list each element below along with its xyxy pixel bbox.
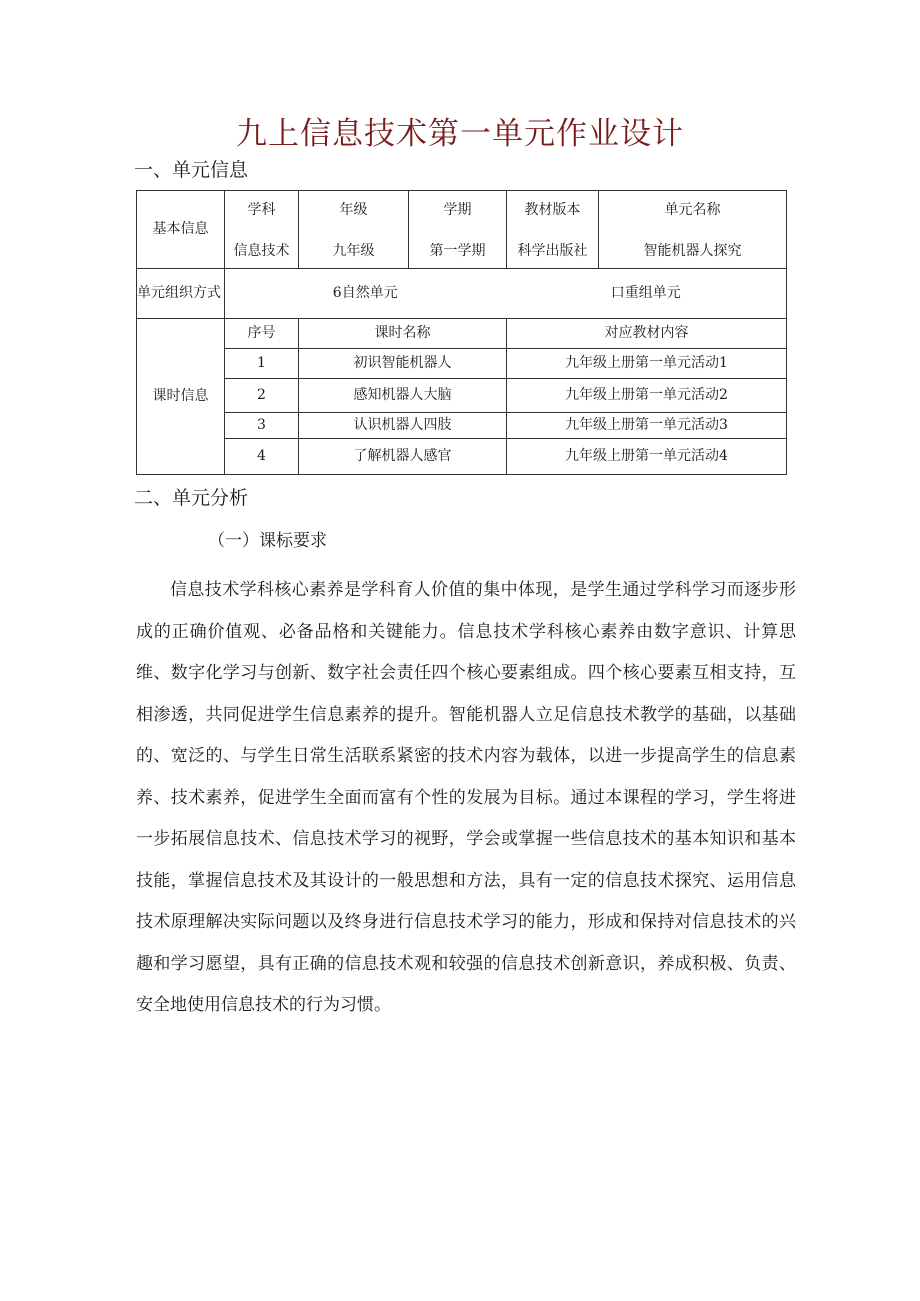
lesson-info-label: 课时信息 <box>137 319 225 475</box>
lesson-row: 1 初识智能机器人 九年级上册第一单元活动1 <box>137 349 787 379</box>
org-label: 单元组织方式 <box>137 269 225 319</box>
lesson-row: 3 认识机器人四肢 九年级上册第一单元活动3 <box>137 413 787 439</box>
field-semester: 学期 第一学期 <box>409 191 507 269</box>
org-natural: 6自然单元 <box>332 285 398 302</box>
field-textbook: 教材版本 科学出版社 <box>507 191 599 269</box>
org-options <box>225 269 787 319</box>
basic-info-row <box>137 191 787 269</box>
lesson-header-row <box>137 319 787 349</box>
lesson-row: 2 感知机器人大脑 九年级上册第一单元活动2 <box>137 379 787 413</box>
field-grade: 年级 九年级 <box>299 191 409 269</box>
section-heading-unit-analysis: 二、单元分析 <box>134 487 249 509</box>
org-row <box>137 269 787 319</box>
document-title: 九上信息技术第一单元作业设计 <box>236 116 684 152</box>
field-subject: 学科 信息技术 <box>225 191 299 269</box>
unit-info-table <box>136 190 787 475</box>
section-heading-unit-info: 一、单元信息 <box>134 159 249 181</box>
header-content: 对应教材内容 <box>507 319 787 349</box>
header-name: 课时名称 <box>299 319 507 349</box>
subsection-heading-curriculum: （一）课标要求 <box>208 531 327 551</box>
org-recombined: 口重组单元 <box>610 285 681 302</box>
basic-info-label: 基本信息 <box>137 191 225 269</box>
header-no: 序号 <box>225 319 299 349</box>
body-paragraph: 信息技术学科核心素养是学科育人价值的集中体现，是学生通过学科学习而逐步形成的正确价值观、必备品格和关键能力。信息技术学科核心素养由数字意识、计算思维、数字化学习与创新、数字社会责任四个核心要素组成。四个核心要素互相支持，互相渗透，共同促进学生信息素养的提升。智能机器人立足信息技术教学的基础，以基础的、宽泛的、与学生日常生活联系紧密的技术内容为载体，以进一步提高学生的信息素养、技术素养，促进学生全面而富有个性的发展为目标。通过本课程的学习，学生将进一步拓展信息技术、信息技术学习的视野，学会或掌握一些信息技术的基本知识和基本技能，掌握信息技术及其设计的一般思想和方法，具有一定的信息技术探究、运用信息技术原理解决实际问题以及终身进行信息技术学习的能力，形成和保持对信息技术的兴趣和学习愿望，具有正确的信息技术观和较强的信息技术创新意识，养成积极、负责、安全地使用信息技术的行为习惯。 <box>136 580 796 1015</box>
lesson-row: 4 了解机器人感官 九年级上册第一单元活动4 <box>137 439 787 475</box>
field-unit-name: 单元名称 智能机器人探究 <box>599 191 787 269</box>
